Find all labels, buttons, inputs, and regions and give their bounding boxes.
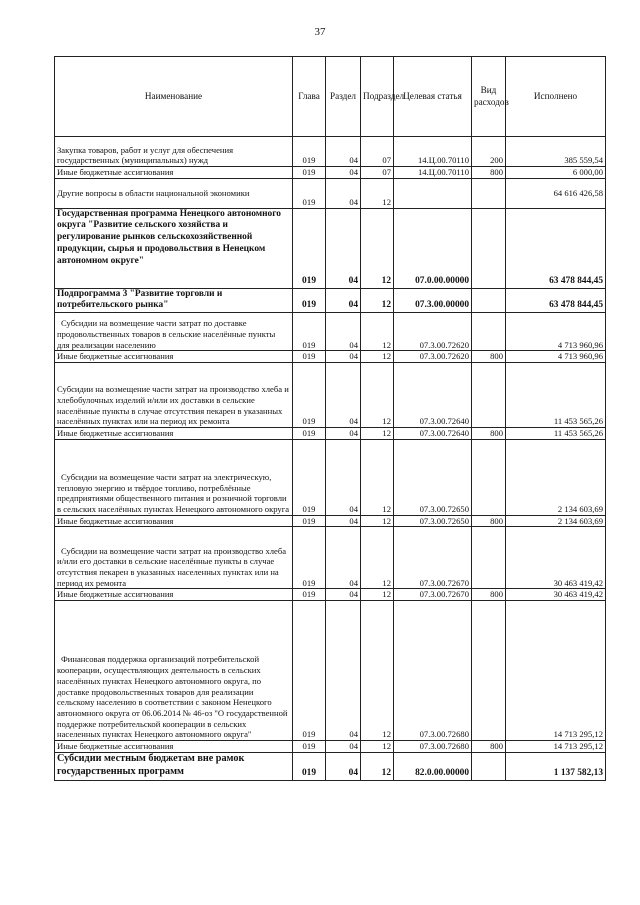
table-row [55,167,606,179]
row-type [472,752,506,780]
row-type: 800 [472,351,506,363]
row-chapter: 019 [293,208,326,288]
row-section: 04 [326,752,361,780]
row-target: 07.3.00.72680 [394,741,472,753]
row-target: 07.3.00.00000 [394,288,472,313]
row-section: 04 [326,137,361,167]
row-subsection: 12 [361,527,394,589]
row-chapter: 019 [293,427,326,439]
row-subsection: 12 [361,427,394,439]
row-name: Иные бюджетные ассигнования [55,427,293,439]
row-amount: 11 453 565,26 [506,427,606,439]
row-name: Субсидии на возмещение части затрат по доставке продовольственных товаров в сельские населённые пункты для реализации населению [55,313,293,351]
row-target: 07.3.00.72670 [394,589,472,601]
row-target: 07.3.00.72650 [394,439,472,515]
header-executed: Исполнено [506,57,606,137]
row-section: 04 [326,741,361,753]
table-row [55,601,606,741]
row-amount: 30 463 419,42 [506,527,606,589]
row-chapter: 019 [293,752,326,780]
row-name: Финансовая поддержка организаций потребительской кооперации, осуществляющих деятельность в сельских населённых пунктах Ненецкого автономного округа, по доставке продовольственных товаров для реализации сельскому населению в соответствии с законом Ненецкого автономного округа от 06.06.2014 № 46-оз "О государственной поддержке потребительской кооперации в сельских населенных пунктах Ненецкого автономного округа" [55,601,293,741]
row-type [472,313,506,351]
row-amount: 2 134 603,69 [506,515,606,527]
row-subsection: 12 [361,439,394,515]
row-target: 07.3.00.72620 [394,313,472,351]
row-section: 04 [326,527,361,589]
table-row [55,362,606,427]
row-amount: 2 134 603,69 [506,439,606,515]
table-row [55,439,606,515]
row-name: Закупка товаров, работ и услуг для обеспечения государственных (муниципальных) нужд [55,137,293,167]
row-type [472,288,506,313]
row-name: Государственная программа Ненецкого автономного округа "Развитие сельского хозяйства и регулирование рынков сельскохозяйственной продукции, сырья и продовольствия в Ненецком автономном округе" [55,208,293,288]
row-target: 07.3.00.72640 [394,362,472,427]
row-name: Субсидии на возмещение части затрат на производство хлеба и хлебобулочных изделий и/или их доставки в сельские населённые пункты в случае отсутствия пекарен в указанных населённых пунктах или на период их ремонта [55,362,293,427]
row-target: 07.3.00.72640 [394,427,472,439]
row-subsection: 12 [361,313,394,351]
row-section: 04 [326,178,361,208]
row-name: Иные бюджетные ассигнования [55,589,293,601]
row-target: 07.3.00.72620 [394,351,472,363]
row-amount: 63 478 844,45 [506,288,606,313]
row-section: 04 [326,351,361,363]
row-chapter: 019 [293,288,326,313]
row-type: 800 [472,515,506,527]
row-chapter: 019 [293,741,326,753]
table-row [55,178,606,208]
row-subsection: 12 [361,208,394,288]
row-subsection: 12 [361,589,394,601]
table-row [55,515,606,527]
row-amount: 14 713 295,12 [506,741,606,753]
row-target: 07.0.00.00000 [394,208,472,288]
row-target: 07.3.00.72670 [394,527,472,589]
row-type: 800 [472,589,506,601]
row-section: 04 [326,589,361,601]
row-subsection: 12 [361,601,394,741]
row-type: 800 [472,427,506,439]
row-amount: 385 559,54 [506,137,606,167]
row-name: Подпрограмма 3 "Развитие торговли и потребительского рынка" [55,288,293,313]
row-subsection: 12 [361,515,394,527]
row-type: 200 [472,137,506,167]
row-name: Иные бюджетные ассигнования [55,167,293,179]
row-chapter: 019 [293,313,326,351]
budget-execution-table [54,56,606,781]
header-name: Наименование [55,57,293,137]
row-type: 800 [472,167,506,179]
row-section: 04 [326,439,361,515]
row-section: 04 [326,427,361,439]
row-target: 14.Ц.00.70110 [394,137,472,167]
row-chapter: 019 [293,351,326,363]
row-type [472,362,506,427]
row-subsection: 12 [361,351,394,363]
row-amount: 30 463 419,42 [506,589,606,601]
row-subsection: 07 [361,137,394,167]
table-row [55,589,606,601]
row-name: Иные бюджетные ассигнования [55,515,293,527]
row-amount: 6 000,00 [506,167,606,179]
row-amount: 11 453 565,26 [506,362,606,427]
row-chapter: 019 [293,178,326,208]
row-amount: 64 616 426,58 [506,178,606,208]
row-subsection: 12 [361,288,394,313]
row-chapter: 019 [293,527,326,589]
row-chapter: 019 [293,439,326,515]
table-row [55,752,606,780]
table-row [55,313,606,351]
header-row [55,57,606,137]
row-section: 04 [326,515,361,527]
row-target: 07.3.00.72680 [394,601,472,741]
row-type [472,178,506,208]
table-row [55,208,606,288]
header-subsection: Подраздел [361,57,394,137]
row-subsection: 12 [361,178,394,208]
row-type [472,527,506,589]
row-section: 04 [326,601,361,741]
row-chapter: 019 [293,362,326,427]
row-amount: 1 137 582,13 [506,752,606,780]
row-target: 07.3.00.72650 [394,515,472,527]
header-chapter: Глава [293,57,326,137]
row-amount: 14 713 295,12 [506,601,606,741]
row-section: 04 [326,167,361,179]
row-section: 04 [326,288,361,313]
row-subsection: 07 [361,167,394,179]
table-row [55,741,606,753]
page-number: 37 [314,26,326,38]
row-subsection: 12 [361,362,394,427]
row-type [472,208,506,288]
row-type [472,439,506,515]
row-name: Субсидии местным бюджетам вне рамок государственных программ [55,752,293,780]
row-chapter: 019 [293,589,326,601]
table-row [55,427,606,439]
row-target: 14.Ц.00.70110 [394,167,472,179]
row-section: 04 [326,208,361,288]
row-name: Иные бюджетные ассигнования [55,351,293,363]
row-chapter: 019 [293,137,326,167]
row-amount: 63 478 844,45 [506,208,606,288]
header-expense-type: Вид расходов [472,57,506,137]
row-chapter: 019 [293,515,326,527]
row-chapter: 019 [293,167,326,179]
table-row [55,351,606,363]
row-type [472,601,506,741]
row-target: 82.0.00.00000 [394,752,472,780]
row-amount: 4 713 960,96 [506,351,606,363]
row-name: Иные бюджетные ассигнования [55,741,293,753]
row-chapter: 019 [293,601,326,741]
row-subsection: 12 [361,741,394,753]
header-section: Раздел [326,57,361,137]
row-section: 04 [326,362,361,427]
header-target: Целевая статья [394,57,472,137]
table-row [55,137,606,167]
row-name: Субсидии на возмещение части затрат на электрическую, тепловую энергию и твёрдое топливо, потреблённые предприятиями общественного питания и розничной торговли в сельских населённых пунктах Ненецкого автономного округа [55,439,293,515]
table-row [55,527,606,589]
row-target [394,178,472,208]
row-section: 04 [326,313,361,351]
row-amount: 4 713 960,96 [506,313,606,351]
row-type: 800 [472,741,506,753]
row-subsection: 12 [361,752,394,780]
table-row [55,288,606,313]
row-name: Субсидии на возмещение части затрат на производство хлеба и/или его доставки в сельские населённые пункты в случае отсутствия пекарен в указанных населенных пунктах или на период их ремонта [55,527,293,589]
row-name: Другие вопросы в области национальной экономики [55,178,293,208]
